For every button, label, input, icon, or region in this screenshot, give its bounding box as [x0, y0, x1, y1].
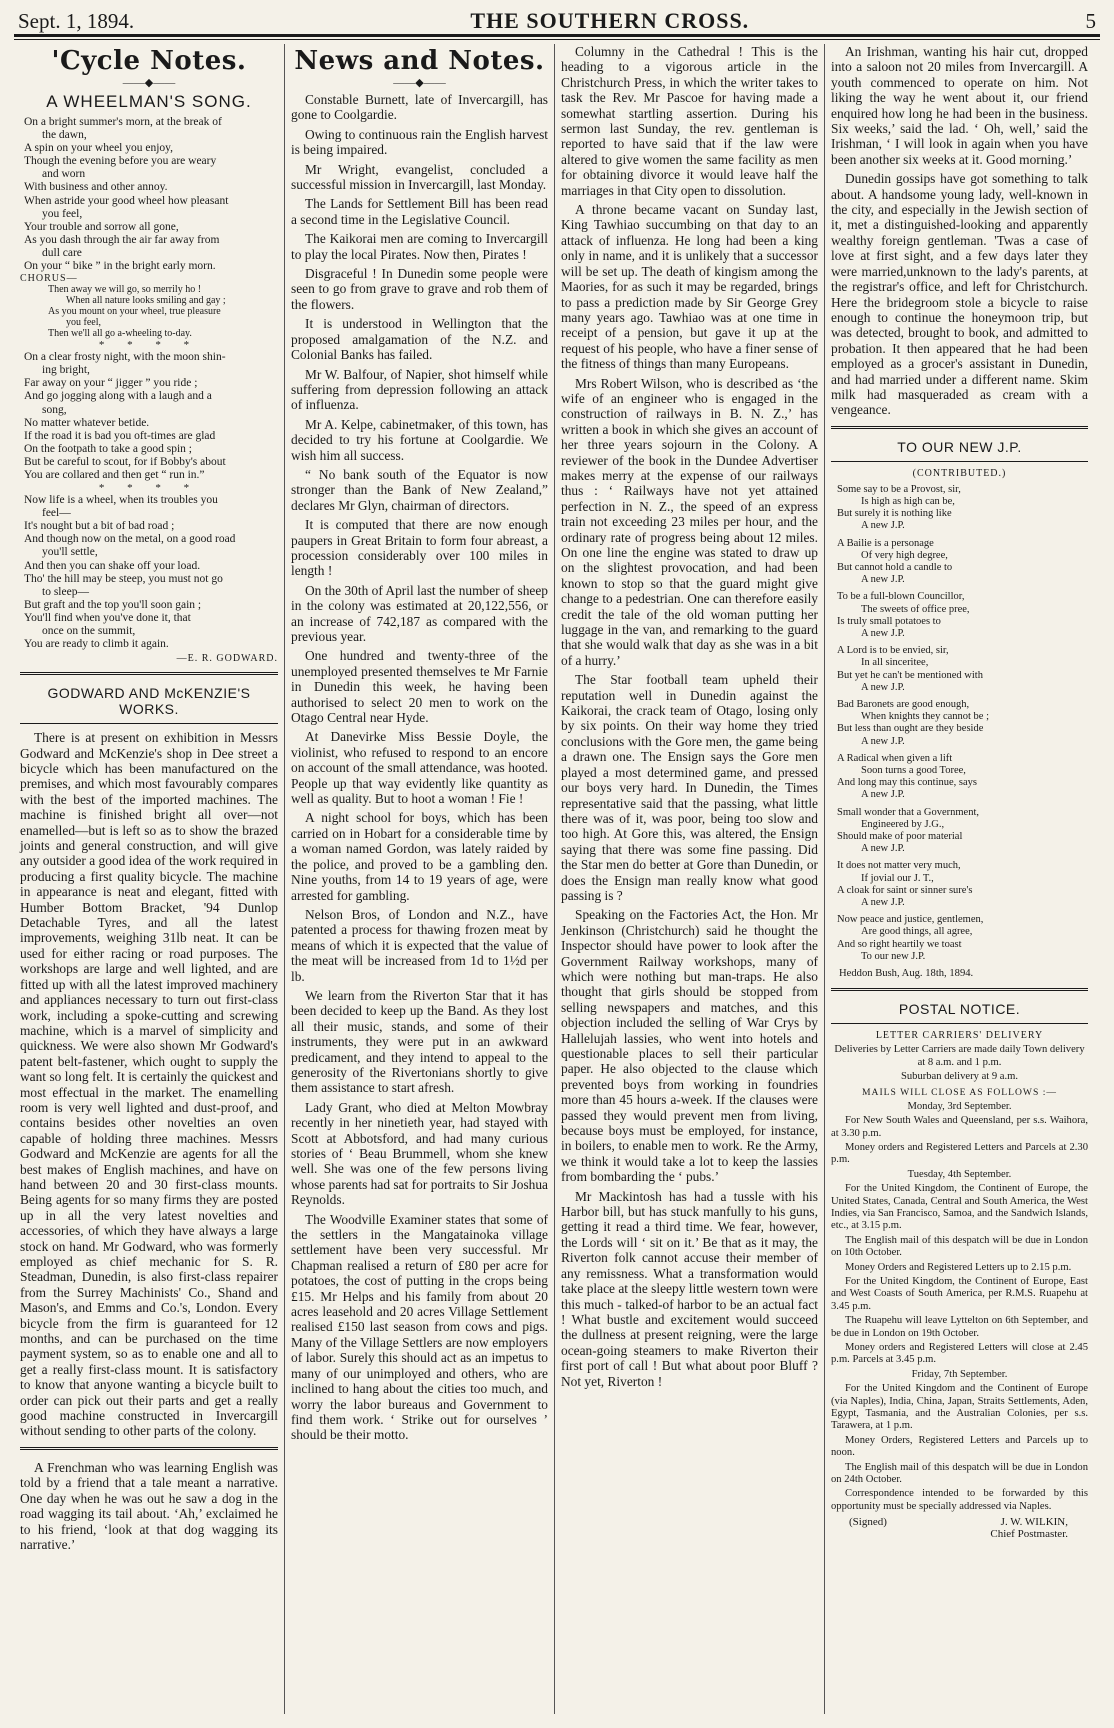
verse-line: feel—: [42, 507, 71, 520]
postal-line: Monday, 3rd September.: [907, 1100, 1012, 1112]
stars-divider: * * * *: [98, 339, 200, 352]
verse-line: you feel,: [42, 207, 83, 220]
news-paragraph: Lady Grant, who died at Melton Mowbray recently in her ninetieth year, had stayed with Scott at Abbotsford, and had many curious stories of ‘ Beau Brummell, whom she knew well. She was one of the few persons living whose parents had sat for portraits to Sir Joshua Reynolds.: [291, 1099, 548, 1208]
poem-line: Is high as high can be,: [861, 495, 955, 507]
poem-line: A new J.P.: [861, 789, 905, 801]
works-title: GODWARD AND McKENZIE'S WORKS.: [47, 685, 251, 718]
poem-stanza: [831, 753, 1088, 802]
postal-line: For the United Kingdom, the Continent of Europe, East and West Coasts of South America, per R.M.S. Ruapehu at 3.45 p.m.: [831, 1275, 1088, 1312]
postal-line: Deliveries by Letter Carriers are made daily Town delivery at 8 a.m. and 1 p.m.: [834, 1044, 1085, 1068]
verse-line: Now life is a wheel, when its troubles you: [24, 494, 218, 507]
thin-rule: [20, 723, 278, 724]
poem-line: And long may this continue, says: [837, 777, 977, 789]
works-article: There is at present on exhibition in Messrs Godward and McKenzie's shop in Dee street a bicycle which has been manufactured on the premises, and which most favourably compares with the best of the imported machines. The machine is finished bright all over—not enamelled—but is left so as to show the brazed joints and general construction, and will give any outsider a good idea of the work required in producing a first quality bicycle. The machine in appearance is neat and elegant, fitted with Humber Bottom Bracket, '94 Dunlop Detachable Tyres, and all the latest improvements, weighing 31lb neat. It can be used for either racing or road purposes. The workshops are large and well lighted, and are fitted up with all the latest improved machinery and appliances necessary to turn out first-class work, including a spoke-cutting and screwing machine, which is a marvel of simplicity and quickness. We were also shown Mr Godward's patent belt-fastener, which ought to supply the want so long felt. It is certainly the quickest and most effectual in the market. The enamelling room is very well lighted and dust-proof, and contains besides other novelties an oven capable of holding three machines. Messrs Godward and McKenzie are agents for all the best makes of English machines, and have on hand between 20 and 30 first-class mounts. Being agents for so many firms they are posted up in all the very latest novelties and accessories, of which they have always a large stock on hand. Mr Godward, who was formerly employed as chief mechanic for S. R. Steadman, Dunedin, is also first-class repairer from the Surrey Machinists' Co., Shand and Mason's, and Emms and Co.'s, London. Every bicycle from the firm is guaranteed for 12 months, and can be purchased on the time payment system, so as to enable one and all to get a really first-class mount. It is satisfactory to know that anyone wanting a bicycle built to order can pick out their parts and get a really good machine constructed in Invercargill without sending to other parts of the colony.: [20, 730, 278, 1439]
section-rule: [20, 1447, 278, 1452]
poem-line: A new J.P.: [861, 843, 905, 855]
columns: [14, 44, 1100, 1714]
poem-line: A Bailie is a personage: [837, 537, 934, 549]
column-3: [554, 44, 824, 1714]
verse-line: You'll find when you've done it, that: [24, 611, 191, 624]
poem-line: A Radical when given a lift: [837, 752, 953, 764]
news-paragraph: Nelson Bros, of London and N.Z., have patented a process for thawing frozen meat by means of which it is expected that the value of the meat will be increased from 1d to 1½d per lb.: [291, 906, 548, 984]
news-paragraph: Constable Burnett, late of Invercargill, has gone to Coolgardie.: [291, 92, 548, 123]
poem-stanza: [831, 699, 1088, 748]
poem-line: A new J.P.: [861, 681, 905, 693]
poem-line: Engineered by J.G.,: [861, 818, 945, 830]
poem-stanza: [831, 860, 1088, 909]
verse-line: and worn: [42, 168, 86, 181]
poem-line: To our new J.P.: [861, 950, 926, 962]
verse-line: On your “ bike ” in the bright early morn.: [24, 260, 216, 273]
ornament-divider: ——◆——: [122, 77, 176, 89]
verse-line: Far away on your “ jigger ” you ride ;: [24, 377, 198, 390]
verse-line: A spin on your wheel you enjoy,: [24, 142, 174, 155]
news-paragraph: Mr Mackintosh has had a tussle with his Harbor bill, but has stuck manfully to his guns, getting it read a third time. We fear, however, the Lords will ‘ sit on it.’ Be that as it may, the Riverton folk cannot accuse their member of any remissness. What a transformation would take place at the sleepy little western town were this much - talked-of harbor to be an actual fact ! What bustle and excitement would succeed the dullness at present reigning, were the large ocean-going steamers to make Riverton their first port of call ! But what about poor Bluff ? Not yet, Riverton !: [561, 1188, 818, 1389]
section-rule: [831, 426, 1088, 431]
song-signature: —E. R. GODWARD.: [176, 653, 278, 665]
verse-line: On the footpath to take a good spin ;: [24, 442, 192, 455]
news-paragraph: The Lands for Settlement Bill has been read a second time in the Legislative Council.: [291, 196, 548, 227]
news-paragraph: At Danevirke Miss Bessie Doyle, the violinist, who refused to respond to an encore on account of the small attendance, was hooted. People up that way evidently like quantity as well as quality. But to hoot a woman ! Fie !: [291, 729, 548, 807]
contributed-label: (CONTRIBUTED.): [912, 467, 1007, 479]
poem-line: But surely it is nothing like: [837, 508, 952, 520]
ornament-divider: ——◆——: [393, 77, 446, 89]
poem-line: If jovial our J. T.,: [861, 872, 934, 884]
verse-line: It's nought but a bit of bad road ;: [24, 520, 175, 533]
postmaster-name: J. W. WILKIN,: [1000, 1516, 1068, 1529]
song-chorus: [20, 284, 278, 339]
postal-line: Money Orders, Registered Letters and Parcels up to noon.: [831, 1434, 1088, 1459]
postal-line: The Ruapehu will leave Lyttelton on 6th September, and be due in London on 19th October.: [831, 1315, 1088, 1339]
thin-rule: [831, 461, 1088, 462]
postal-line: Correspondence intended to be forwarded by this opportunity must be specially addressed via Naples.: [831, 1488, 1088, 1512]
song-title: A WHEELMAN'S SONG.: [46, 92, 252, 111]
news-notes-title: News and Notes.: [294, 46, 545, 76]
poem-line: A new J.P.: [861, 520, 905, 532]
news-paragraph: Columny in the Cathedral ! This is the heading to a vigorous article in the Christchurch Press, in which the writer takes to task the Rev. Mr Pascoe for having made a somewhat startling assertion. During his sermon last Sunday, the rev. gentleman is reported to have said that if the law were altered to give women the same facility as men for obtaining divorce it would leave half the marriages in that City open to dissolution.: [561, 44, 818, 198]
news-paragraph: Disgraceful ! In Dunedin some people were seen to go from grave to grave and rob them of the flowers.: [291, 266, 548, 312]
verse-line: Though the evening before you are weary: [24, 155, 217, 168]
verse-line: And then you can shake off your load.: [24, 559, 201, 572]
jp-poem-title: TO OUR NEW J.P.: [897, 438, 1022, 455]
frenchman-paragraph: A Frenchman who was learning English was told by a friend that a tale meant a narrative. One day when he was out he saw a dog in the road wagging its tail about. ‘Ah,’ exclaimed he to his friend, ‘look at that dog wagging its narrative.’: [20, 1459, 278, 1552]
masthead-rule: [14, 37, 1100, 40]
news-paragraph: A throne became vacant on Sunday last, King Tawhiao succumbing on that day to an attack of influenza. He long had been a king only in name, and it is unlikely that a successor will be set up. The death of kingism among the Maories, for as such it may be regarded, brings to pass a prediction made by Sir George Grey many years ago. Tawhiao was at one time in receipt of a pension, but gave it up at the request of his people, who have a finer sense of the fitness of things than many Europeans.: [561, 202, 818, 372]
song-verse-2: [20, 351, 278, 482]
poem-line: A cloak for saint or sinner sure's: [837, 884, 973, 896]
dunedin-paragraph: Dunedin gossips have got something to talk about. A handsome young lady, well-known in the city, and especially in the Jewish section of it, met a distinguished-looking and apparently wealthy foreign gentleman. 'Twas a case of love at first sight, and a few days later they were married,unknown to the lady's parents, at the registrar's office, and left for Christchurch. Here the bridegroom stole a bicycle to raise enough to continue the honeymoon trip, but was detected, brought to book, and admitted to probation. It then appeared that he had been employed as a grocer's assistant in Dunedin, and had married under a different name. Skim milk had masqueraded as cream with a vengeance.: [831, 171, 1088, 418]
thin-rule: [831, 1023, 1088, 1024]
news-paragraph: “ No bank south of the Equator is now stronger than the Bank of New Zealand,” declares Mr Glyn, chairman of directors.: [291, 466, 548, 513]
issue-date: Sept. 1, 1894.: [18, 9, 135, 33]
poem-stanza: [831, 484, 1088, 533]
poem-line: Small wonder that a Government,: [837, 806, 980, 818]
paper-title: THE SOUTHERN CROSS.: [470, 8, 750, 33]
postal-line: Tuesday, 4th September.: [907, 1168, 1012, 1180]
column-4: [824, 44, 1094, 1714]
news-paragraph: Owing to continuous rain the English harvest is being impaired.: [291, 126, 548, 158]
song-verse-1: [20, 116, 278, 273]
poem-line: Bad Baronets are good enough,: [837, 699, 970, 710]
postal-line: Friday, 7th September.: [911, 1368, 1008, 1380]
postal-line: MAILS WILL CLOSE AS FOLLOWS :—: [862, 1086, 1057, 1098]
news-paragraph: A night school for boys, which has been carried on in Hobart for a considerable time by a woman named Gordon, was lately raided by the police, and proved to be a gambling den. Nine youths, from 14 to 19 years of age, were arrested for gambling.: [291, 810, 548, 903]
news-paragraph: We learn from the Riverton Star that it has been decided to keep up the Band. As they lost all their music, stands, and some of their instruments, they were put in an awkward predicament, and they intend to appeal to the generosity of the Rivertonians shortly to give them assistance to start afresh.: [291, 987, 548, 1096]
postal-line: The English mail of this despatch will be due in London on 10th October.: [831, 1234, 1088, 1259]
poem-stanza: [831, 914, 1088, 963]
postal-line: Money Orders and Registered Letters up to 2.15 p.m.: [845, 1261, 1072, 1273]
section-rule: [831, 988, 1088, 993]
poem-line: Of very high degree,: [861, 549, 948, 561]
verse-line: And go jogging along with a laugh and a: [24, 390, 212, 403]
poem-line: A new J.P.: [861, 735, 905, 747]
poem-line: When knights they cannot be ;: [861, 711, 990, 723]
poem-line: And so right heartily we toast: [837, 938, 962, 950]
verse-line: With business and other annoy.: [24, 181, 168, 194]
postal-subtitle: LETTER CARRIERS' DELIVERY: [875, 1030, 1044, 1042]
postal-signature: [831, 1516, 1088, 1540]
poem-line: But less than ought are they beside: [837, 723, 984, 735]
verse-line: On a clear frosty night, with the moon shin-: [24, 351, 226, 364]
jp-poem-footer: Heddon Bush, Aug. 18th, 1894.: [839, 968, 974, 980]
news-paragraph: Mr A. Kelpe, cabinetmaker, of this town, has decided to try his fortune at Coolgardie. We wish him all success.: [291, 416, 548, 463]
poem-line: A new J.P.: [861, 627, 905, 639]
stars-divider: * * * *: [98, 482, 200, 495]
verse-line: once on the summit,: [42, 625, 136, 637]
postal-schedule: [831, 1044, 1088, 1513]
section-rule: [20, 672, 278, 677]
news-paragraph: The Kaikorai men are coming to Invercargill to play the local Pirates. Now then, Pirates !: [291, 231, 548, 262]
masthead: [14, 8, 1100, 37]
jp-poem: [831, 484, 1088, 963]
verse-line: You are ready to climb it again.: [24, 638, 169, 651]
news-paragraph: Mrs Robert Wilson, who is described as ‘the wife of an engineer who is engaged in the construction of railways in B. N. Z.,’ has written a book in which she gives an account of her three years sojourn in the Colony. A reviewer of the book in the Dundee Advertiser makes merry at the expense of our railways thus : ‘ Railways have not yet attained perfection in N. Z., the speed of an express train not exceeding 23 miles per hour, and the ordinary rate of progress being about 12 miles. On one line the engine was stated to draw up on the slightest provocation, and had been known to stop so that the guard might give change to a pedestrian. One can therefore easily credit the tale of the old woman putting her luggage in the van, and remarking to the guard that she would walk that day as she was in a bit of a hurry.’: [561, 375, 818, 668]
song-verse-3: [20, 494, 278, 651]
poem-line: But yet he can't be mentioned with: [837, 669, 983, 681]
poem-line: A new J.P.: [861, 574, 905, 586]
verse-line: song,: [42, 403, 67, 416]
verse-line: As you mount on your wheel, true pleasure: [48, 306, 221, 318]
verse-line: But graft and the top you'll soon gain ;: [24, 598, 202, 611]
verse-line: You are collared and then get “ run in.”: [24, 468, 205, 481]
poem-line: The sweets of office pree,: [861, 603, 970, 615]
verse-line: you'll settle,: [42, 546, 98, 559]
postal-line: For New South Wales and Queensland, per s.s. Waihora, at 3.30 p.m.: [831, 1115, 1088, 1139]
verse-line: Then we'll all go a-wheeling to-day.: [48, 328, 192, 340]
news-paragraph: Mr W. Balfour, of Napier, shot himself while suffering from depression following an attack of influenza.: [291, 366, 548, 413]
postal-line: Money orders and Registered Letters and Parcels at 2.30 p.m.: [831, 1141, 1088, 1166]
page-number: 5: [1085, 9, 1096, 33]
poem-line: It does not matter very much,: [837, 860, 961, 872]
poem-line: In all sinceritee,: [861, 657, 929, 669]
cycle-notes-title: 'Cycle Notes.: [51, 46, 247, 76]
poem-line: Now peace and justice, gentlemen,: [837, 914, 984, 926]
poem-line: To be a full-blown Councillor,: [837, 591, 965, 603]
poem-stanza: [831, 538, 1088, 587]
postal-line: For the United Kingdom, the Continent of Europe, the United States, Canada, Central and South America, the West Indies, via San Francisco, Samoa, and the Sandwich Islands, etc., at 3.15 p.m.: [831, 1183, 1088, 1232]
poem-stanza: [831, 807, 1088, 856]
verse-line: No matter whatever betide.: [24, 416, 150, 429]
poem-stanza: [831, 645, 1088, 694]
verse-line: Your trouble and sorrow all gone,: [24, 220, 179, 233]
verse-line: When all nature looks smiling and gay ;: [66, 295, 226, 307]
verse-line: If the road it is bad you oft-times are glad: [24, 429, 216, 442]
poem-line: But cannot hold a candle to: [837, 561, 953, 573]
irishman-paragraph: An Irishman, wanting his hair cut, dropped into a saloon not 20 miles from Invercargill. A youth commenced to operate on him. Not liking the way he went about it, our friend enquired how long he had been in the business. Six weeks,’ said the lad. ‘ Oh, well,’ said the Irishman, ‘ I will look in again when you have been another six weeks at it. Good morning.’: [831, 44, 1088, 167]
verse-line: ing bright,: [42, 364, 90, 377]
poem-stanza: [831, 591, 1088, 640]
verse-line: And though now on the metal, on a good road: [24, 533, 236, 546]
signed-label: (Signed): [849, 1516, 887, 1529]
postal-line: For the United Kingdom and the Continent of Europe (via Naples), India, China, Japan, Straits Settlements, Aden, Egypt, Tasmania, and the Australian Colonies, per s.s. Tarawera, at 1 p.m.: [831, 1383, 1088, 1432]
news-paragraph: Mr Wright, evangelist, concluded a successful mission in Invercargill, last Monday.: [291, 161, 548, 193]
poem-line: Are good things, all agree,: [861, 926, 973, 938]
poem-line: A Lord is to be envied, sir,: [837, 645, 949, 657]
postal-notice-title: POSTAL NOTICE.: [898, 1001, 1021, 1018]
news-paragraph: The Star football team upheld their reputation well in Dunedin against the Kaikorai, the crack team of Otago, losing only by six points. On their way home they tried conclusions with the Gore men, the game being a drawn one. The Ensign says the Gore men played a most determined game, and pressed our boys very hard. In Dunedin, the Times representative said that the passing, what little there was of it, was poor, being too slow and too high. At Gore this, was altered, the Ensign saying that there was some fine passing. Did the Star men do better at Gore than Dunedin, or does the Ensign man really know what good passing is ?: [561, 672, 818, 903]
poem-line: Soon turns a good Toree,: [861, 765, 966, 777]
column-2: [284, 44, 554, 1714]
verse-line: to sleep—: [42, 585, 89, 598]
postal-line: Money orders and Registered Letters will close at 2.45 p.m. Parcels at 3.45 p.m.: [831, 1342, 1088, 1366]
verse-line: Tho' the hill may be steep, you must not go: [24, 572, 223, 585]
verse-line: As you dash through the air far away from: [24, 233, 220, 246]
verse-line: Then away we will go, so merrily ho !: [48, 284, 202, 296]
postal-line: Suburban delivery at 9 a.m.: [900, 1071, 1019, 1083]
verse-line: the dawn,: [42, 129, 87, 142]
news-paragraph: Speaking on the Factories Act, the Hon. Mr Jenkinson (Christchurch) said he thought the Inspector should have power to look after the Government Railway workshops, many of which were nothing but man-traps. He also thought that girls should be stopped from selling newspapers and matches, and this objection included the selling of War Crys by Hallelujah lassies, who went into hotels and questionable places to sell their particular paper. He also objected to the clause which prevented boys from working in foundries more than 45 hours a-week. If the clauses were passed they would prevent men from living, because boys must be employed, for instance, in boilers, to enable men to work. Re the Army, we think it would take a lot to keep the lassies from bombarding the ‘ pubs.’: [561, 907, 818, 1185]
verse-line: But be careful to scout, for if Bobby's about: [24, 455, 226, 468]
postal-line: The English mail of this despatch will be due in London on 24th October.: [831, 1461, 1088, 1486]
verse-line: you feel,: [66, 317, 101, 329]
column-3-paragraphs: [561, 44, 818, 1389]
news-paragraph: One hundred and twenty-three of the unemployed presented themselves te Mr Farnie in Dunedin this week, he having been authorised to select 20 men to work on the Otago Central near Hyde.: [291, 648, 548, 726]
column-1: [14, 44, 284, 1714]
verse-line: dull care: [42, 246, 82, 259]
news-paragraph: The Woodville Examiner states that some of the settlers in the Mangatainoka village settlement have been very successful. Mr Chapman realised a return of £80 per acre for potatoes, the cost of putting in the crops being £15. Mr Helps and his family from about 20 acres leasehold and 20 acres Village Settlement realised £150 last season from cows and pigs. Many of the Village Settlers are now employers of labor. Surely this should act as an impetus to many of our unimployed and others, who are inclined to hang about the cities too much, and worry the labor bureaus and Government to find them work. ‘ Strike out for ourselves ’ should be their motto.: [291, 1211, 548, 1443]
poem-line: Some say to be a Provost, sir,: [837, 483, 961, 495]
news-paragraph: On the 30th of April last the number of sheep in the colony was estimated at 20,122,556, or an increase of 742,187 as compared with the previous year.: [291, 582, 548, 644]
poem-line: A new J.P.: [861, 897, 905, 909]
verse-line: When astride your good wheel how pleasant: [24, 194, 229, 207]
poem-line: Should make of poor material: [837, 831, 963, 843]
news-paragraph: It is computed that there are now enough paupers in Great Britain to form four abreast, a procession considerably over 100 miles in length !: [291, 517, 548, 579]
verse-line: On a bright summer's morn, at the break of: [24, 116, 222, 128]
chorus-label: CHORUS—: [20, 273, 78, 285]
poem-line: Is truly small potatoes to: [837, 615, 941, 627]
news-paragraph: It is understood in Wellington that the proposed amalgamation of the N.Z. and Colonial Banks has failed.: [291, 316, 548, 363]
news-paragraphs: [291, 92, 548, 1443]
postmaster-title: Chief Postmaster.: [990, 1528, 1068, 1541]
